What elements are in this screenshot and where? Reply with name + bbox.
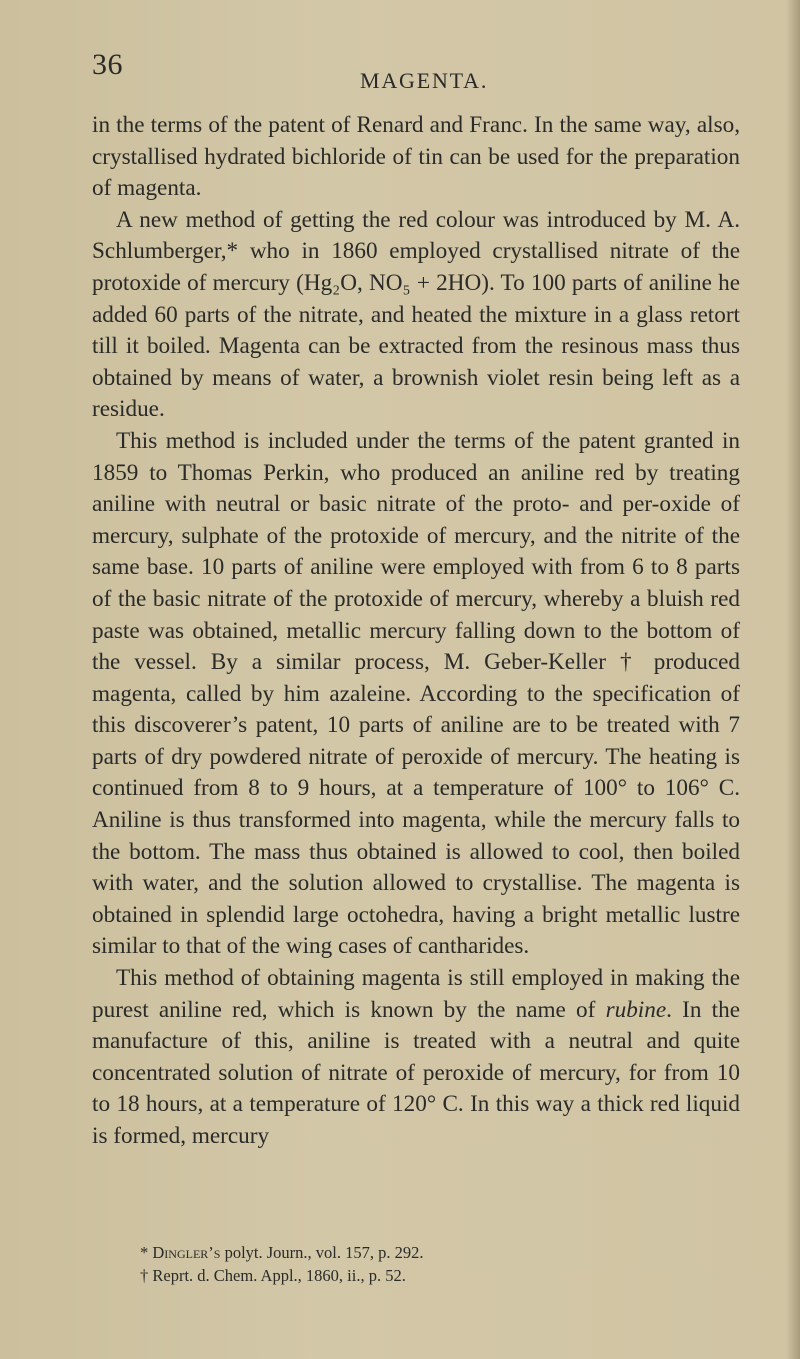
footnote-1-author: Dingler’s <box>152 1243 221 1262</box>
page-edge-shadow <box>786 0 800 1359</box>
page-header <box>0 48 800 98</box>
rubine-term: rubine <box>605 996 667 1023</box>
footnote-2-text: Reprt. d. Chem. Appl., 1860, ii., p. 52. <box>152 1266 406 1285</box>
footnote-2-mark: † <box>140 1266 149 1285</box>
footnote-2 <box>140 1264 740 1287</box>
page-number: 36 <box>92 48 123 81</box>
footnote-1-mark: * <box>140 1243 149 1262</box>
paragraph-4 <box>92 963 740 1153</box>
running-head: MAGENTA. <box>360 68 489 93</box>
body-text <box>92 110 740 1153</box>
paragraph-4-text-a: This method of obtaining magenta is still employed in making the purest aniline red, which is known by the name of <box>92 965 740 1023</box>
paragraph-2: A new method of getting the red colour was introduced by M. A. Schlumberger,* who in 1860 employed crystallised nitrate of the protoxide of mercury (Hg₂O, NO₅ + 2HO). To 100 parts of aniline he added 60 parts of the nitrate, and heated the mixture in a glass retort till it boiled. Magenta can be extracted from the resinous mass thus obtained by means of water, a brownish violet resin being left as a residue. <box>92 206 740 423</box>
footnote-1-text: polyt. Journ., vol. 157, p. 292. <box>224 1243 424 1262</box>
paragraph-3: This method is included under the terms of the patent granted in 1859 to Thomas Perkin, who produced an aniline red by treating aniline with neutral or basic nitrate of the proto- and per-oxide of mercury, sulphate of the protoxide of mercury, and the nitrite of the same base. 10 parts of aniline were employed with from 6 to 8 parts of the basic nitrate of the protoxide of mercury, whereby a bluish red paste was obtained, metallic mercury falling down to the bottom of the vessel. By a similar process, M. Geber-Keller † produced magenta, called by him azaleine. According to the specification of this discoverer’s patent, 10 parts of aniline are to be treated with 7 parts of dry powdered nitrate of peroxide of mercury. The heating is continued from 8 to 9 hours, at a temperature of 100° to 106° C. Aniline is thus transformed into magenta, while the mercury falls to the bottom. The mass thus obtained is allowed to cool, then boiled with water, and the solution allowed to crystallise. The magenta is obtained in splendid large octohedra, having a bright metallic lustre similar to that of the wing cases of cantharides. <box>92 427 740 960</box>
footnotes <box>140 1241 740 1287</box>
paragraph-4-text-b: . In the manufacture of this, aniline is treated with a neutral and quite concentrated solution of nitrate of peroxide of mercury, for from 10 to 18 hours, at a temperature of 120° C. In this way a thick red liquid is formed, mercury <box>92 996 740 1149</box>
paragraph-1: in the terms of the patent of Renard and Franc. In the same way, also, crystallised hydrated bichloride of tin can be used for the preparation of magenta. <box>92 112 740 202</box>
footnote-1 <box>140 1241 740 1264</box>
